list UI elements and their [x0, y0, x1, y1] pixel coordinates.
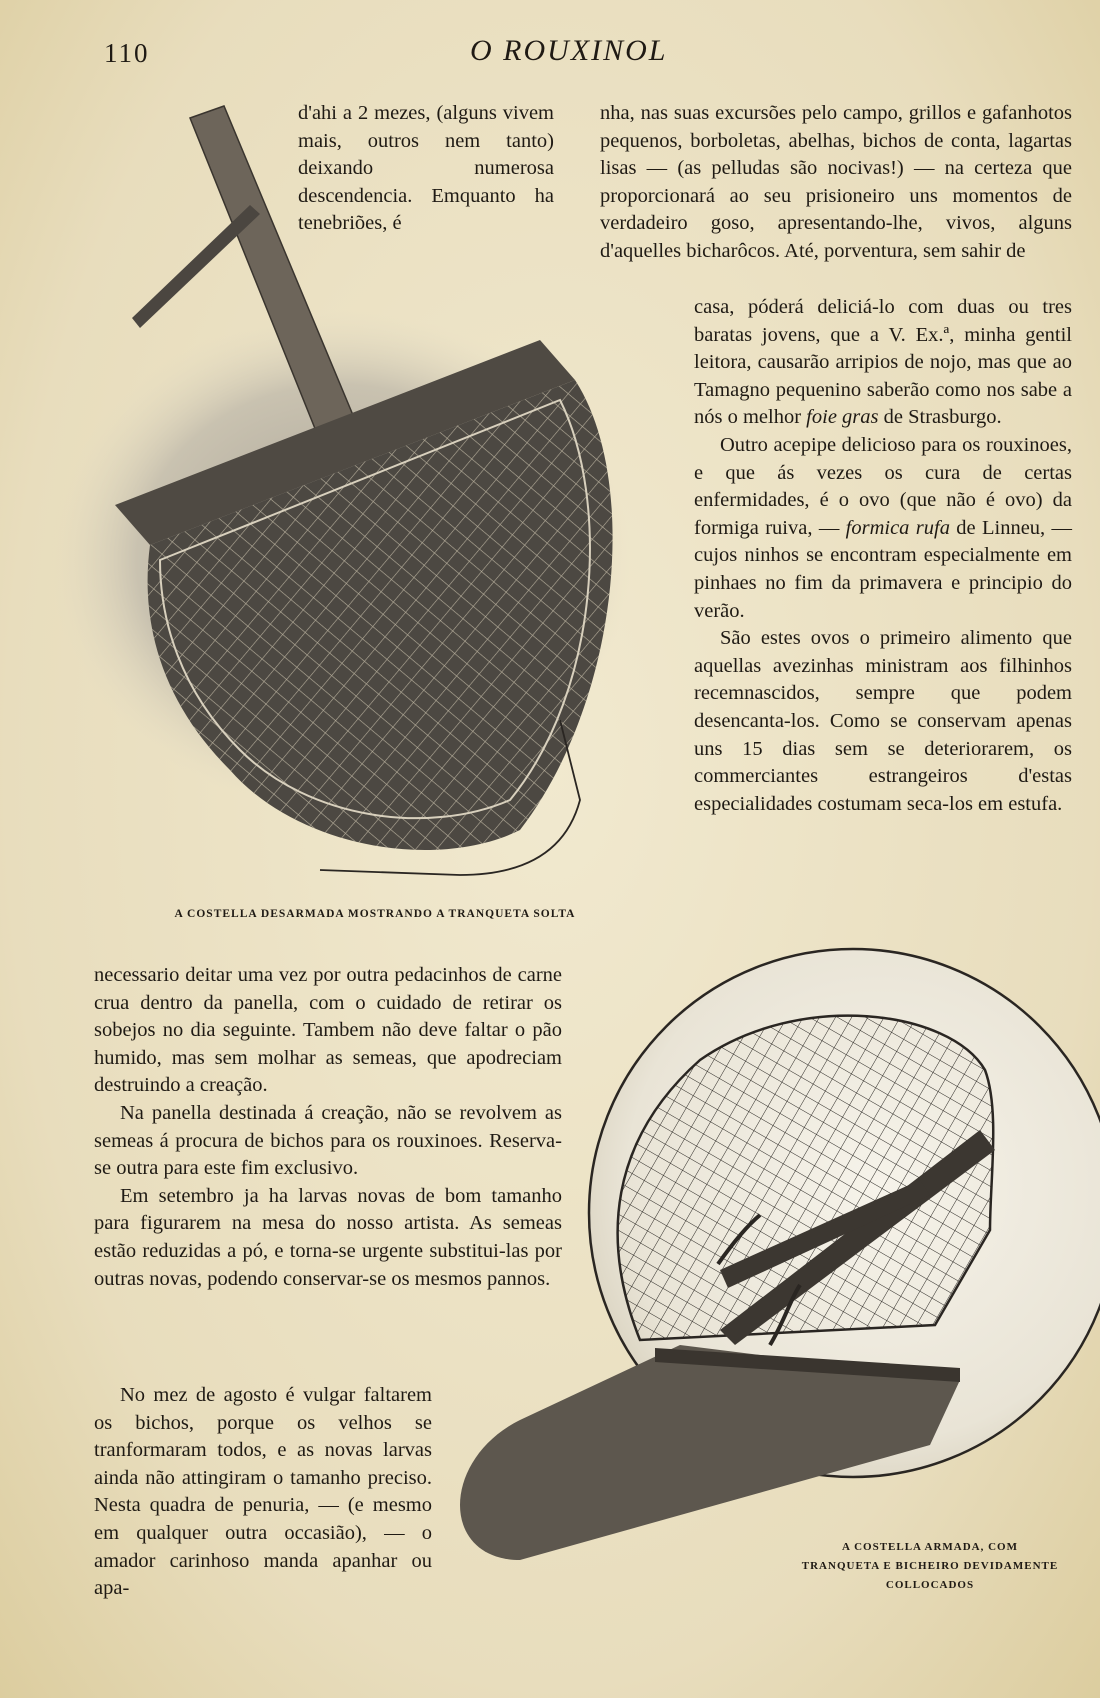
- caption-line: COLLOCADOS: [885, 1579, 975, 1591]
- text-left-narrow: [94, 1382, 432, 1603]
- paragraph: No mez de agosto é vulgar faltarem os bichos, porque os velhos se tranformaram todos, e as novas larvas ainda não attingiram o tamanho preciso. Nesta quadra de penuria, — (e mesmo em qualquer outra occasião), — o amador carinhoso manda apanhar ou apa-: [94, 1384, 432, 1600]
- paragraph: Em setembro ja ha larvas novas de bom tamanho para figurarem na mesa do nosso artista. As semeas estão reduzidas a pó, e torna-se urgente substitui-las por outras novas, podendo conservar-se os mesmos pannos.: [94, 1184, 562, 1290]
- paragraph: nha, nas suas excursões pelo campo, grillos e gafanhotos pequenos, borboletas, abelhas, bichos de conta, lagartas lisas — (as pelludas são nocivas!) — na certeza que proporcionará ao seu prisioneiro uns momentos de verdadeiro goso, apresentando-lhe, vivos, alguns d'aquelles bicharôcos. Até, porventura, sem sahir de: [600, 102, 1072, 262]
- paragraph: casa, póderá deliciá-lo com duas ou tres baratas jovens, que a V. Ex.ª, minha gentil leitora, causarão arripios de nojo, mas que ao Tamagno pequenino saberão como nos sabe a nós o melhor foie gras de Strasburgo.: [694, 296, 1072, 429]
- paragraph: Na panella destinada á creação, não se revolvem as semeas á procura de bichos para os rouxinoes. Reserva-se outra para este fim exclusivo.: [94, 1101, 562, 1180]
- text-right-narrow: [694, 294, 1072, 818]
- paragraph: d'ahi a 2 mezes, (alguns vivem mais, outros nem tanto) deixando numerosa descendencia. Emquanto ha tenebriões, é: [298, 102, 554, 235]
- caption-line: TRANQUETA E BICHEIRO DEVIDAMENTE: [801, 1560, 1059, 1572]
- page-number: 110: [104, 38, 150, 68]
- text-right-top: [600, 100, 1072, 266]
- paragraph: necessario deitar uma vez por outra pedacinhos de carne crua dentro da panella, com o cuidado de retirar os sobejos no dia seguinte. Tambem não deve faltar o pão humido, mas sem molhar as semeas, que apodreciam destruindo a creação.: [94, 964, 562, 1097]
- paddle: [460, 1345, 960, 1560]
- paragraph: São estes ovos o primeiro alimento que aquellas avezinhas ministram aos filhinhos recemnascidos, sempre que podem desencanta-los. Como se conservam apenas uns 15 dias sem se deteriorarem, os commerciantes estrangeiros d'estas especialidades costumam seca-los em estufa.: [694, 627, 1072, 815]
- text-left-lower: [94, 962, 562, 1293]
- caption-line: A COSTELLA ARMADA, COM: [841, 1541, 1019, 1553]
- text-top-left: [298, 100, 554, 238]
- figure-caption-bottom: [780, 1538, 1080, 1595]
- paragraph: Outro acepipe delicioso para os rouxinoes, e que ás vezes os cura de certas enfermidades, é o ovo (que não é ovo) da formiga ruiva, — formica rufa de Linneu, — cujos ninhos se encontram especialmente em pinhaes no fim da primavera e principio do verão.: [694, 433, 1073, 622]
- figure-caption-top: A COSTELLA DESARMADA MOSTRANDO A TRANQUETA SOLTA: [174, 908, 576, 920]
- running-title: O ROUXINOL: [470, 34, 668, 67]
